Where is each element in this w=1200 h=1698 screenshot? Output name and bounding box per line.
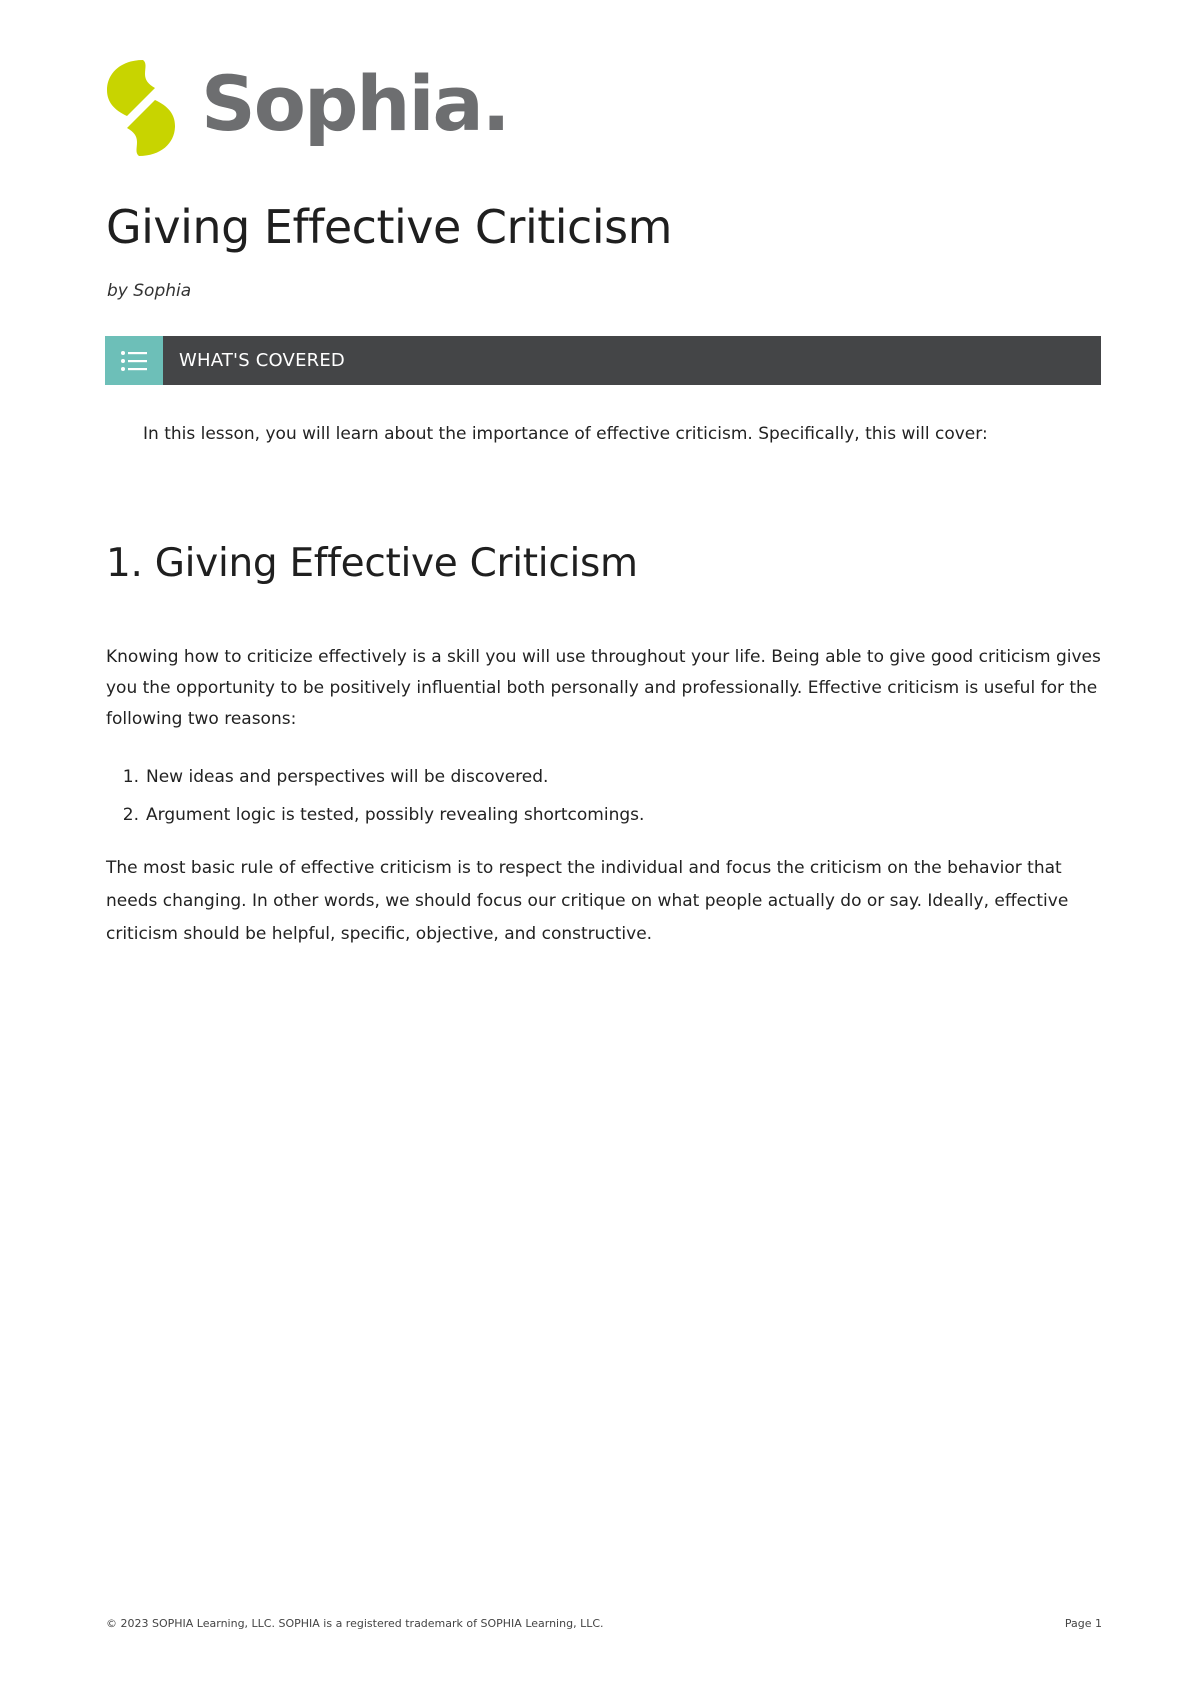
paragraph: The most basic rule of effective criticism is to respect the individual and focus the criticism on the behavior that needs changing. In other words, we should focus our critique on what people actually do or say. Ideally, effective criticism should be helpful, specific, objective, and constructive. bbox=[106, 858, 1069, 944]
list-item-number: 1. bbox=[122, 767, 139, 787]
whats-covered-intro: In this lesson, you will learn about the importance of effective criticism. Specifically, this will cover: bbox=[143, 424, 988, 444]
list-item bbox=[106, 796, 644, 834]
list-item-text: Argument logic is tested, possibly revealing shortcomings. bbox=[146, 805, 645, 825]
document-title: Giving Effective Criticism bbox=[106, 200, 672, 254]
byline: by Sophia bbox=[107, 281, 192, 301]
whats-covered-bar bbox=[105, 336, 1101, 385]
sophia-wordmark: Sophia. bbox=[201, 58, 509, 148]
paragraph: Knowing how to criticize effectively is a skill you will use throughout your life. Being able to give good criticism gives you the opportunity to be positively influential both personally and professionally. Effective criticism is useful for the following two reasons: bbox=[106, 647, 1101, 729]
list-item-number: 2. bbox=[122, 805, 139, 825]
reasons-list bbox=[106, 758, 644, 834]
whats-covered-label: WHAT'S COVERED bbox=[179, 350, 345, 371]
list-item bbox=[106, 758, 644, 796]
list-item-text: New ideas and perspectives will be discovered. bbox=[146, 767, 549, 787]
section-heading: 1. Giving Effective Criticism bbox=[106, 541, 638, 586]
sophia-s-mark-icon bbox=[105, 58, 177, 158]
copyright-notice: © 2023 SOPHIA Learning, LLC. SOPHIA is a registered trademark of SOPHIA Learning, LLC. bbox=[106, 1617, 604, 1630]
page-footer bbox=[106, 1617, 1102, 1630]
sophia-logo bbox=[105, 55, 509, 160]
list-icon bbox=[105, 336, 163, 385]
page-number: Page 1 bbox=[1064, 1617, 1102, 1630]
